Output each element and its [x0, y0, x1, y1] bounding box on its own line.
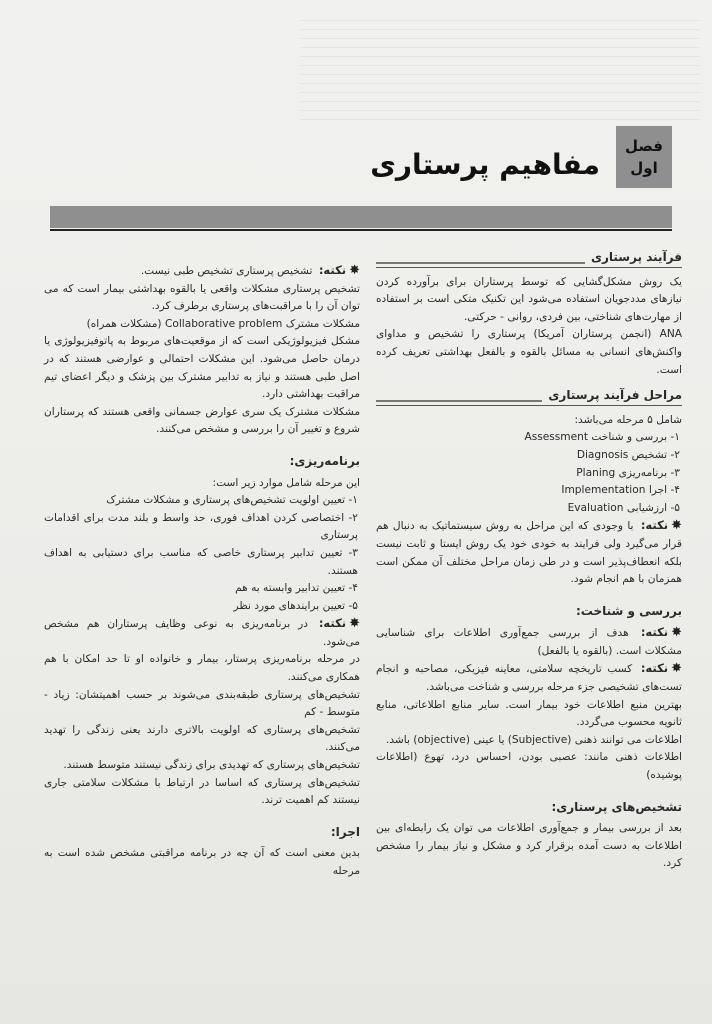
list-item: ۱- تعیین اولویت تشخیص‌های پرستاری و مشکلات مشترک	[106, 494, 358, 507]
list-item: ۴- تعیین تدابیر وابسته به هم	[235, 582, 358, 595]
list-item: ۳- تعیین تدابیر پرستاری خاصی که مناسب برای دستیابی به اهداف هستند.	[44, 546, 358, 577]
paragraph: شامل ۵ مرحله می‌باشد:	[574, 413, 682, 426]
chapter-header-band	[50, 206, 672, 228]
section-title-assessment: بررسی و شناخت:	[576, 603, 682, 618]
note-text: کسب تاریخچه سلامتی، معاینه فیزیکی، مصاحبه و انجام تست‌های تشخیصی جزء مرحله بررسی و شناخت می‌باشد.	[376, 663, 682, 694]
chapter-title: مفاهیم پرستاری	[370, 148, 600, 181]
paragraph: تشخیص‌های پرستاری که تهدیدی برای زندگی نیستند متوسط هستند.	[63, 759, 360, 772]
paragraph: تشخیص پرستاری مشکلات واقعی یا بالقوه بهداشتی بیمار است که می توان آن را با مراقبت‌های پرستاری برطرف کرد.	[44, 282, 360, 313]
note-paragraph	[376, 660, 682, 696]
list-item: ۵- تعیین برایندهای مورد نظر	[233, 599, 358, 612]
star-icon: ✸	[671, 661, 682, 677]
paragraph: بعد از بررسی بیمار و جمع‌آوری اطلاعات می توان یک رابطه‌ای بین اطلاعات به دست آمده برقرار کرد و مشکل و نیاز بیمار را مشخص کرد.	[376, 822, 682, 870]
note-paragraph	[376, 624, 682, 660]
note-paragraph	[376, 517, 682, 588]
paragraph: مشکل فیزیولوژیکی است که از موقعیت‌های مربوط به پاتوفیزیولوژی یا درمان حاصل می‌شود. این مشکلات احتمالی و عوارضی هستند که در اصل طبی هستند و نیاز به تدابیر مشترک بین پزشک و دیگر اعضای تیم مراقبت بهداشتی دارد.	[44, 335, 360, 401]
paragraph: در مرحله برنامه‌ریزی پرستار، بیمار و خانواده او تا حد امکان با هم همکاری می‌کنند.	[44, 653, 360, 684]
note-text: تشخیص پرستاری تشخیص طبی نیست.	[140, 265, 313, 277]
left-column	[44, 262, 360, 881]
bleed-through-shadow	[300, 20, 700, 120]
list-item: ۲- اختصاصی کردن اهداف فوری، حد واسط و بلند مدت برای اقدامات پرستاری	[44, 511, 358, 542]
section-title-planning: برنامه‌ریزی:	[289, 453, 360, 468]
paragraph: تشخیص‌های پرستاری طبقه‌بندی می‌شوند بر حسب اهمیتشان: زیاد - متوسط - کم	[44, 688, 360, 719]
chapter-label-line1: فصل	[625, 137, 663, 155]
section-title-process-steps: مراحل فرآیند پرستاری	[548, 388, 682, 403]
list-item: ۳- برنامه‌ریزی Planing	[576, 466, 680, 479]
star-icon: ✸	[671, 625, 683, 641]
paragraph: تشخیص‌های پرستاری که اولویت بالاتری دارند یعنی زندگی را تهدید می‌کنند.	[44, 723, 360, 754]
paragraph: بهترین منبع اطلاعات خود بیمار است. سایر منابع اطلاعاتی، منابع ثانویه محسوب می‌گردد.	[376, 698, 682, 729]
paragraph: اطلاعات می توانند ذهنی (Subjective) یا عینی (objective) باشد.	[385, 733, 682, 746]
paragraph: ANA (انجمن پرستاران آمریکا) پرستاری را تشخیص و مداوای واکنش‌های انسانی به مسائل بالقوه و بالفعل بهداشتی تعریف کرده است.	[376, 328, 682, 376]
note-label: نکته:	[318, 616, 347, 631]
chapter-badge	[616, 126, 672, 188]
chapter-header-rule	[50, 229, 672, 231]
section-heading	[376, 249, 682, 267]
paragraph: اطلاعات ذهنی مانند: عصبی بودن، احساس درد، تهوع (اطلاعات پوشیده)	[376, 751, 682, 782]
star-icon: ✸	[349, 263, 360, 278]
section-title-nursing-process: فرآیند پرستاری	[590, 250, 682, 264]
note-label: نکته:	[640, 518, 669, 533]
note-label: نکته:	[318, 263, 347, 277]
paragraph: مشکلات مشترک Collaborative problem (مشکلات همراه)	[86, 317, 360, 330]
star-icon: ✸	[349, 616, 360, 632]
section-heading	[376, 387, 682, 405]
list-item: ۲- تشخیص Diagnosis	[576, 448, 680, 461]
paragraph: تشخیص‌های پرستاری که اساسا در ارتباط با مشکلات سلامتی جاری نیستند کم اهمیت ترند.	[44, 776, 360, 807]
note-text: با وجودی که این مراحل به روش سیستماتیک به دنبال هم قرار می‌گیرد ولی فرایند به خودی خود یک روش ایستا و ثابت نیست بلکه انعطاف‌پذیر است و در طی زمان مراحل مختلف آن ممکن است همزمان با هم انجام شود.	[376, 520, 682, 586]
note-label: نکته:	[640, 625, 669, 640]
list-item: ۵- ارزشیابی Evaluation	[567, 501, 680, 514]
note-text: در برنامه‌ریزی به نوعی وظایف پرستاران هم مشخص می‌شود.	[44, 618, 360, 648]
list-item: ۱- بررسی و شناخت Assessment	[524, 431, 680, 444]
paragraph: مشکلات مشترک یک سری عوارض جسمانی واقعی هستند که پرستاران شروع و تغییر آن را بررسی و مشخص می‌کنند.	[44, 405, 360, 436]
note-paragraph	[44, 615, 360, 651]
chapter-label-line2: اول	[630, 159, 658, 177]
note-paragraph	[44, 262, 360, 281]
note-label: نکته:	[640, 661, 669, 676]
paragraph: بدین معنی است که آن چه در برنامه مراقبتی مشخص شده است به مرحله	[44, 847, 360, 877]
paragraph: یک روش مشکل‌گشایی که توسط پرستاران برای برآورده کردن نیازهای مددجویان استفاده می‌شود این تکنیک متکی است بر استفاده از مهارت‌های شناختی، بین فردی، روانی - حرکتی.	[376, 275, 682, 323]
note-text: هدف از بررسی جمع‌آوری اطلاعات برای شناسایی مشکلات است. (بالقوه یا بالفعل)	[376, 627, 682, 657]
star-icon: ✸	[671, 518, 682, 534]
section-title-implementation: اجرا:	[330, 824, 360, 839]
right-column	[376, 249, 682, 873]
list-item: ۴- اجرا Implementation	[561, 484, 680, 497]
paragraph: این مرحله شامل موارد زیر است:	[212, 476, 360, 489]
section-title-diagnosis: تشخیص‌های پرستاری:	[551, 799, 682, 814]
